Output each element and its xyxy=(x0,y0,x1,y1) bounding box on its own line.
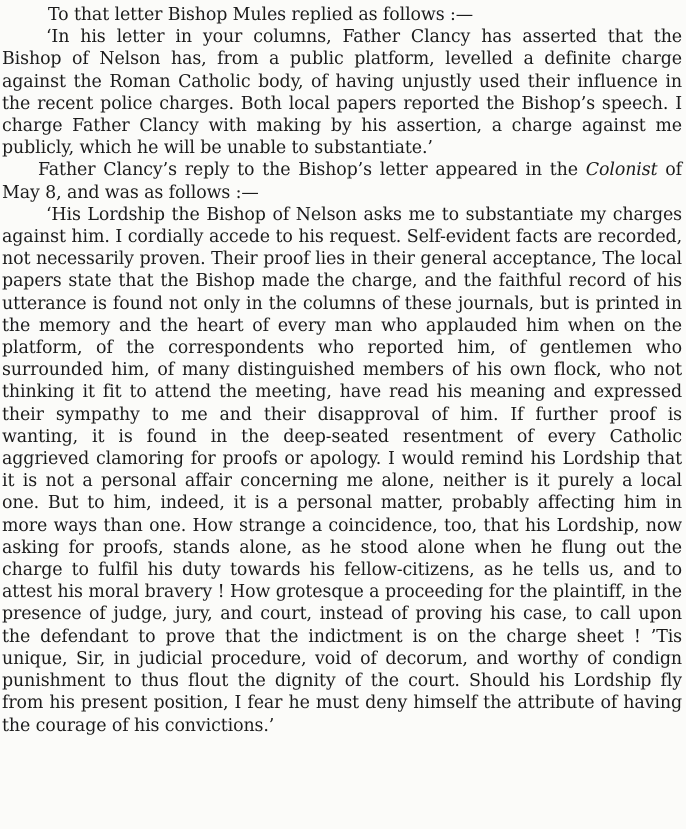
reply-intro-paragraph xyxy=(2,159,682,203)
intro-paragraph: To that letter Bishop Mules replied as follows :— xyxy=(48,5,474,25)
clancy-reply-paragraph: ‘His Lordship the Bishop of Nelson asks me to substantiate my charges against him. I cordially accede to his request. Self-evident facts are recorded, not necessarily proven. Their proof lies in their general acceptance, The local papers state that the Bishop made the charge, and the faithful record of his utterance is found not only in the columns of these journals, but is printed in the memory and the heart of every man who applauded him when on the platform, of the correspondents who reported him, of gentlemen who surrounded him, of many distinguished members of his own flock, who not thinking it fit to attend the meeting, have read his meaning and expressed their sympathy to me and their disapproval of him. If further proof is wanting, it is found in the deep-seated resentment of every Catholic aggrieved clamoring for proofs or apology. I would remind his Lordship that it is not a personal affair concerning me alone, neither is it purely a local one. But to him, indeed, it is a personal matter, probably affecting him in more ways than one. How strange a coincidence, too, that his Lordship, now asking for proofs, stands alone, as he stood alone when he flung out the charge to fulfil his duty towards his fellow-citizens, as he tells us, and to attest his moral bravery ! How grotesque a proceeding for the plaintiff, in the presence of judge, jury, and court, instead of proving his case, to call upon the defendant to prove that the indictment is on the charge sheet ! ’Tis unique, Sir, in judicial procedure, void of decorum, and worthy of condign punishment to thus flout the dignity of the court. Should his Lordship fly from his present position, I fear he must deny himself the attribute of having the courage of his convictions.’ xyxy=(2,204,682,736)
reply-intro-after: of May 8, and was as follows :— xyxy=(2,160,682,203)
newspaper-name: Colonist xyxy=(585,160,658,181)
reply-intro-before: Father Clancy’s reply to the Bishop’s letter appeared in the xyxy=(38,160,586,181)
bishop-letter-paragraph: ‘In his letter in your columns, Father Clancy has asserted that the Bishop of Nelson has, from a public platform, levelled a definite charge against the Roman Catholic body, of having unjustly used their influence in the recent police charges. Both local papers reported the Bishop’s speech. I charge Father Clancy with making by his assertion, a charge against me publicly, which he will be unable to substantiate.’ xyxy=(2,27,682,159)
